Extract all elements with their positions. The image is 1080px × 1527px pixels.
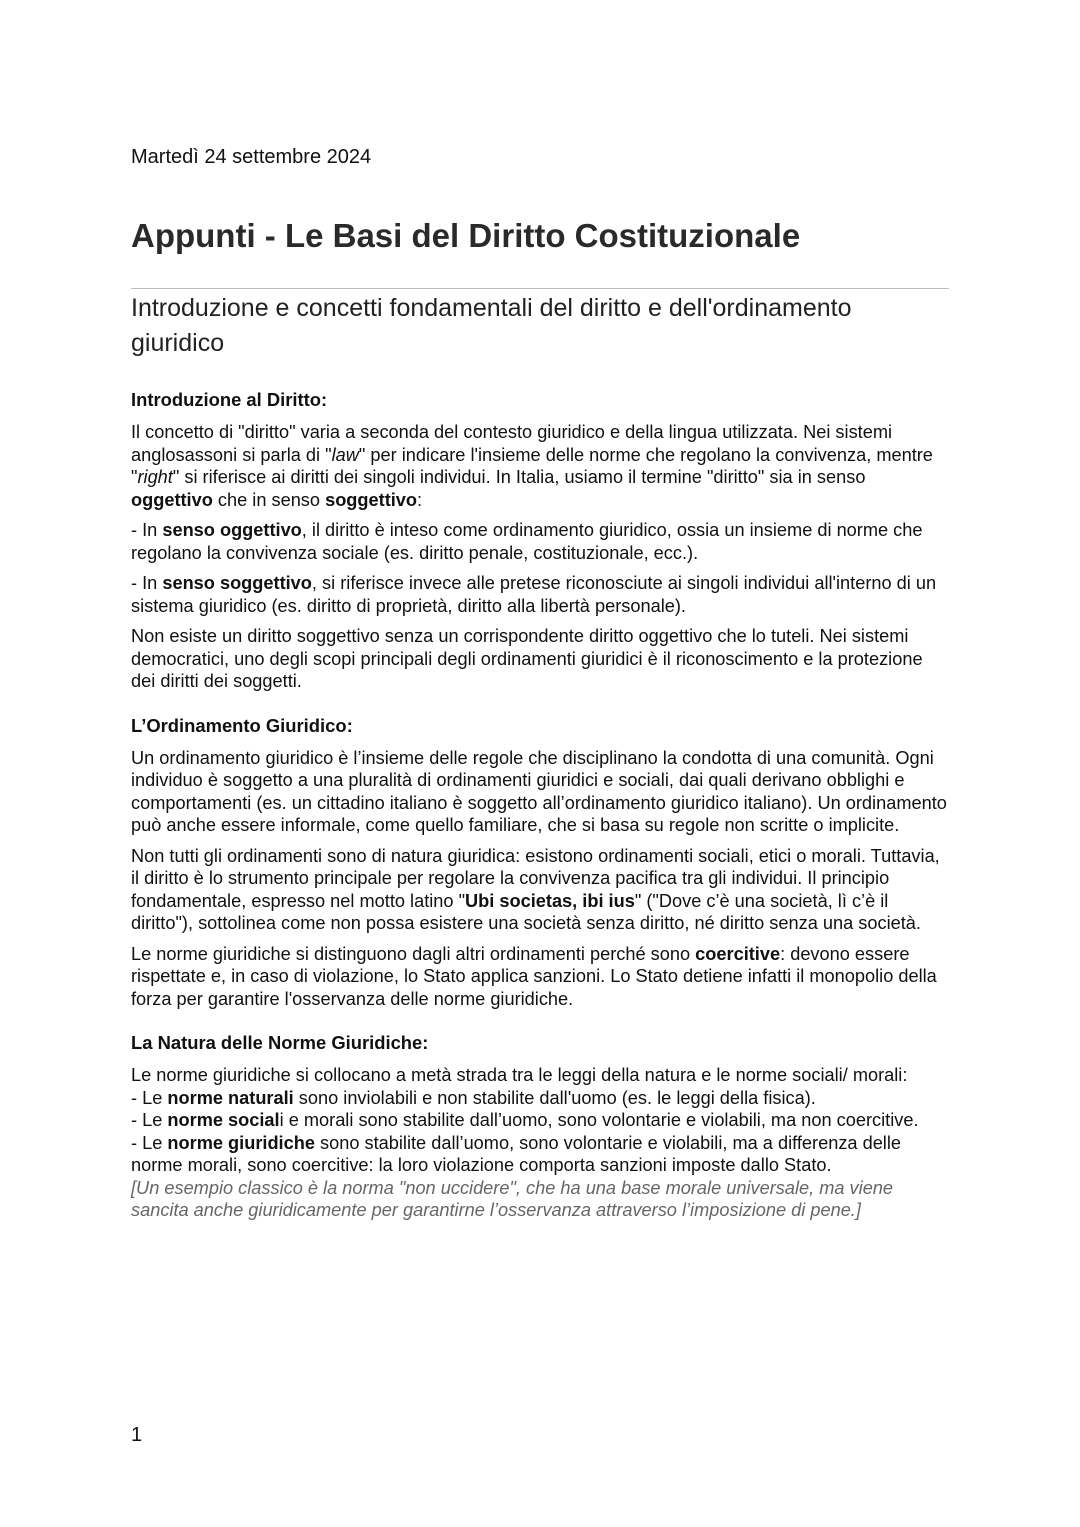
document-subtitle: Introduzione e concetti fondamentali del diritto e dell'ordinamento giuridico	[131, 294, 852, 357]
term-right: right	[137, 467, 173, 487]
list-item: - Le norme naturali sono inviolabili e non stabilite dall'uomo (es. le leggi della fisica).	[131, 1087, 816, 1108]
page-number: 1	[131, 1424, 143, 1446]
paragraph: Le norme giuridiche si distinguono dagli altri ordinamenti perché sono coercitive: devono essere rispettate e, in caso di violazione, lo Stato applica sanzioni. Lo Stato detiene infatti il monopolio della forza per garantire l'osservanza delle norme giuridiche.	[131, 943, 937, 1009]
paragraph: Non esiste un diritto soggettivo senza un corrispondente diritto oggettivo che lo tuteli. Nei sistemi democratici, uno degli scopi principali degli ordinamenti giuridici è il riconoscimento e la protezione dei diritti dei soggetti.	[131, 626, 923, 691]
section-heading-introduzione: Introduzione al Diritto:	[131, 389, 328, 410]
paragraph: - In senso soggettivo, si riferisce invece alle pretese riconosciute ai singoli individui all'interno di un sistema giuridico (es. diritto di proprietà, diritto alla libertà personale).	[131, 573, 937, 616]
title-divider	[131, 288, 949, 289]
paragraph: - In senso oggettivo, il diritto è inteso come ordinamento giuridico, ossia un insieme di norme che regolano la convivenza sociale (es. diritto penale, costituzionale, ecc.).	[131, 520, 923, 563]
list-intro: Le norme giuridiche si collocano a metà strada tra le leggi della natura e le norme sociali/ morali:	[131, 1065, 908, 1085]
document-date: Martedì 24 settembre 2024	[131, 146, 372, 168]
norme-list	[131, 1064, 951, 1222]
section-heading-natura-norme: La Natura delle Norme Giuridiche:	[131, 1032, 429, 1053]
paragraph: Un ordinamento giuridico è l’insieme delle regole che disciplinano la condotta di una comunità. Ogni individuo è soggetto a una pluralità di ordinamenti giuridici e sociali, dai quali derivano obblighi e comportamenti (es. un cittadino italiano è soggetto all’ordinamento giuridico italiano). Un ordinamento può anche essere informale, come quello familiare, che si basa su regole non scritte o implicite.	[131, 747, 947, 835]
paragraph: Il concetto di "diritto" varia a seconda del contesto giuridico e della lingua utilizzata. Nei sistemi anglosassoni si parla di "law" per indicare l'insieme delle norme che regolano la convivenza, mentre "right" si riferisce ai diritti dei singoli individui. In Italia, usiamo il termine "diritto" sia in senso oggettivo che in senso soggettivo:	[131, 422, 933, 510]
document-title: Appunti - Le Basi del Diritto Costituzionale	[131, 217, 801, 254]
document-body	[131, 387, 951, 1222]
term-law: law	[331, 444, 359, 465]
list-item: - Le norme sociali e morali sono stabilite dall’uomo, sono volontarie e violabili, ma non coercitive.	[131, 1110, 919, 1130]
list-item: - Le norme giuridiche sono stabilite dall’uomo, sono volontarie e violabili, ma a differenza delle norme morali, sono coercitive: la loro violazione comporta sanzioni imposte dallo Stato.	[131, 1132, 902, 1175]
example-note: [Un esempio classico è la norma "non uccidere", che ha una base morale universale, ma viene sancita anche giuridicamente per garantirne l’osservanza attraverso l’imposizione di pene.]	[131, 1177, 894, 1220]
section-heading-ordinamento: L’Ordinamento Giuridico:	[131, 714, 353, 736]
paragraph: Non tutti gli ordinamenti sono di natura giuridica: esistono ordinamenti sociali, etici o morali. Tuttavia, il diritto è lo strumento principale per regolare la convivenza pacifica tra gli individui. Il principio fondamentale, espresso nel motto latino "Ubi societas, ibi ius" ("Dove c’è una società, lì c’è il diritto"), sottolinea come non possa esistere una società senza diritto, né diritto senza una società.	[131, 845, 940, 933]
